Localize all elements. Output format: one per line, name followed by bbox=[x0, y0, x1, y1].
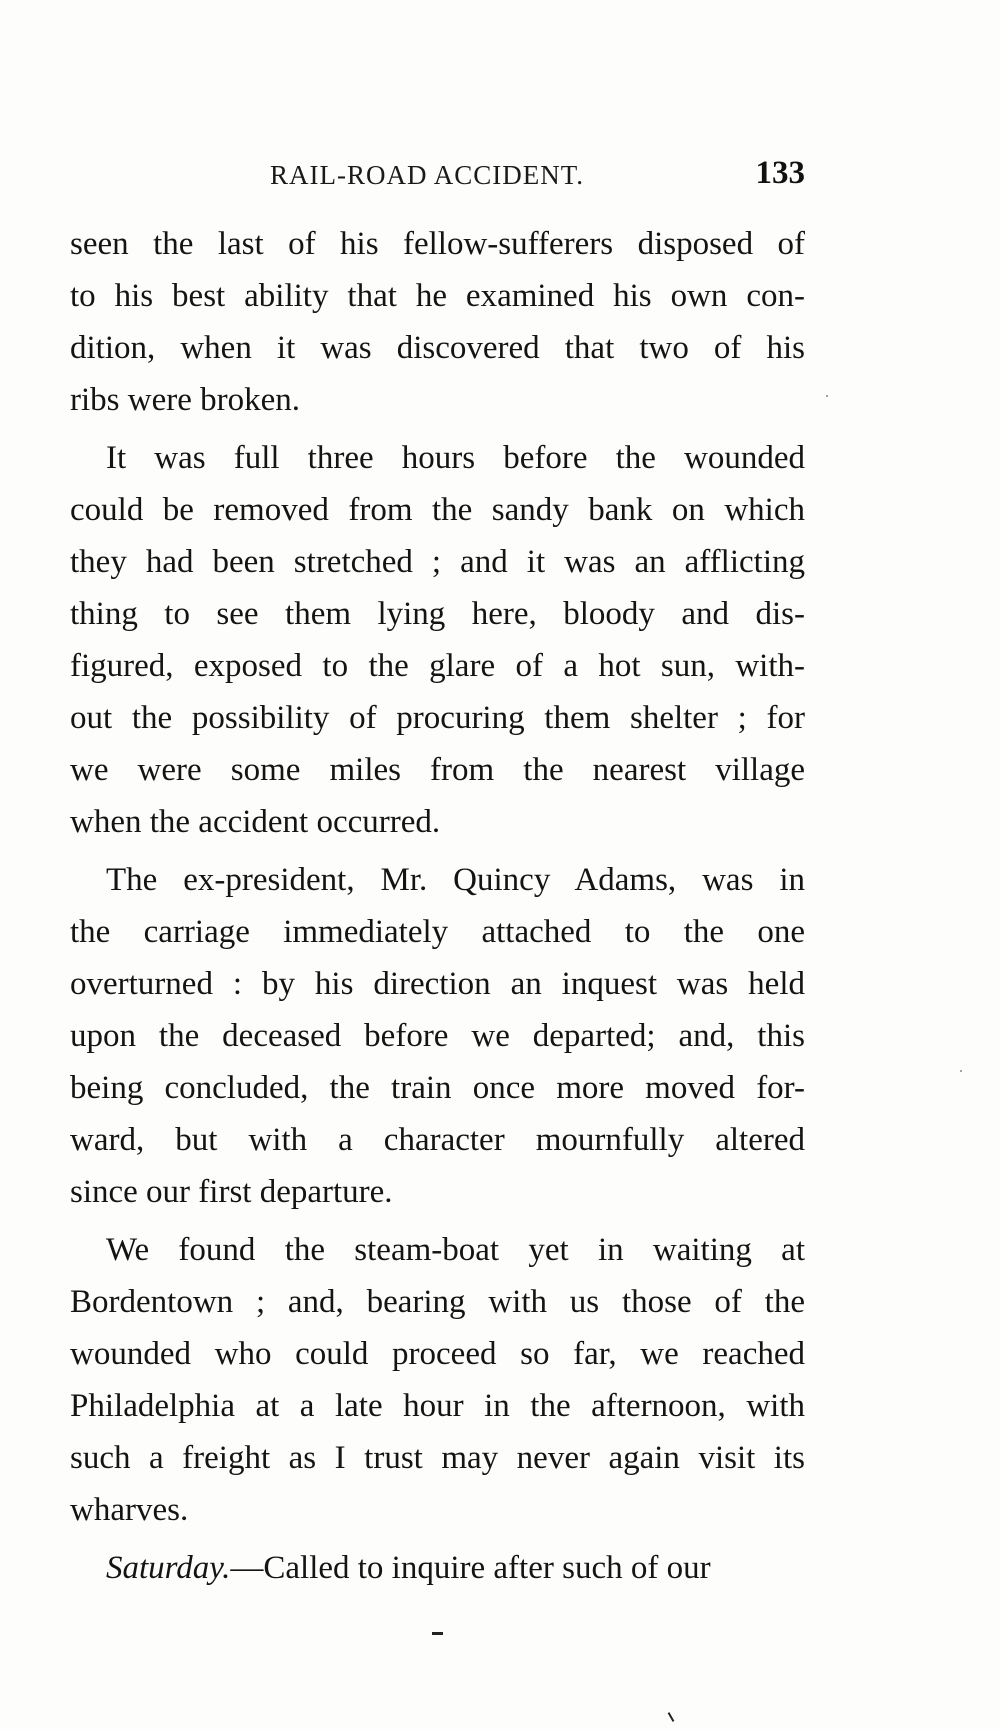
text-line bbox=[70, 1542, 805, 1594]
printer-mark bbox=[432, 1632, 443, 1635]
text-line: thing to see them lying here, bloody and dis- bbox=[70, 596, 805, 632]
text-line: figured, exposed to the glare of a hot sun, with- bbox=[70, 648, 805, 684]
text-line: The ex-president, Mr. Quincy Adams, was in bbox=[106, 862, 805, 898]
text-line: we were some miles from the nearest village bbox=[70, 752, 805, 788]
text-span: —Called to inquire after such of our bbox=[230, 1550, 711, 1586]
text-line: It was full three hours before the wounded bbox=[106, 440, 805, 476]
text-line: ribs were broken. bbox=[70, 382, 301, 418]
text-line: wharves. bbox=[70, 1492, 189, 1528]
running-head: RAIL-ROAD ACCIDENT. bbox=[270, 160, 584, 190]
text-line: wounded who could proceed so far, we reached bbox=[70, 1336, 805, 1372]
date-heading: Saturday. bbox=[106, 1550, 231, 1586]
page-header bbox=[70, 155, 805, 205]
text-line: could be removed from the sandy bank on which bbox=[70, 492, 805, 528]
text-line: when the accident occurred. bbox=[70, 804, 441, 840]
text-line: since our first departure. bbox=[70, 1174, 393, 1210]
text-line: being concluded, the train once more moved for- bbox=[70, 1070, 805, 1106]
printer-mark bbox=[668, 1712, 675, 1722]
text-line: such a freight as I trust may never again visit its bbox=[70, 1440, 805, 1476]
page-number: 133 bbox=[755, 155, 805, 191]
text-line: the carriage immediately attached to the one bbox=[70, 914, 805, 950]
text-line: out the possibility of procuring them shelter ; for bbox=[70, 700, 805, 736]
text-line: to his best ability that he examined his own con- bbox=[70, 278, 805, 314]
text-line: ward, but with a character mournfully altered bbox=[70, 1122, 805, 1158]
text-line: seen the last of his fellow-sufferers disposed of bbox=[70, 226, 805, 262]
text-line: overturned : by his direction an inquest was held bbox=[70, 966, 805, 1002]
text-line: upon the deceased before we departed; and, this bbox=[70, 1018, 805, 1054]
body-text bbox=[70, 218, 805, 1594]
text-line: dition, when it was discovered that two of his bbox=[70, 330, 805, 366]
text-line: We found the steam-boat yet in waiting at bbox=[106, 1232, 805, 1268]
text-line: they had been stretched ; and it was an afflicting bbox=[70, 544, 805, 580]
paper-speck bbox=[960, 1070, 962, 1072]
paper-speck bbox=[826, 395, 828, 397]
text-line: Bordentown ; and, bearing with us those of the bbox=[70, 1284, 805, 1320]
text-line: Philadelphia at a late hour in the afternoon, with bbox=[70, 1388, 805, 1424]
